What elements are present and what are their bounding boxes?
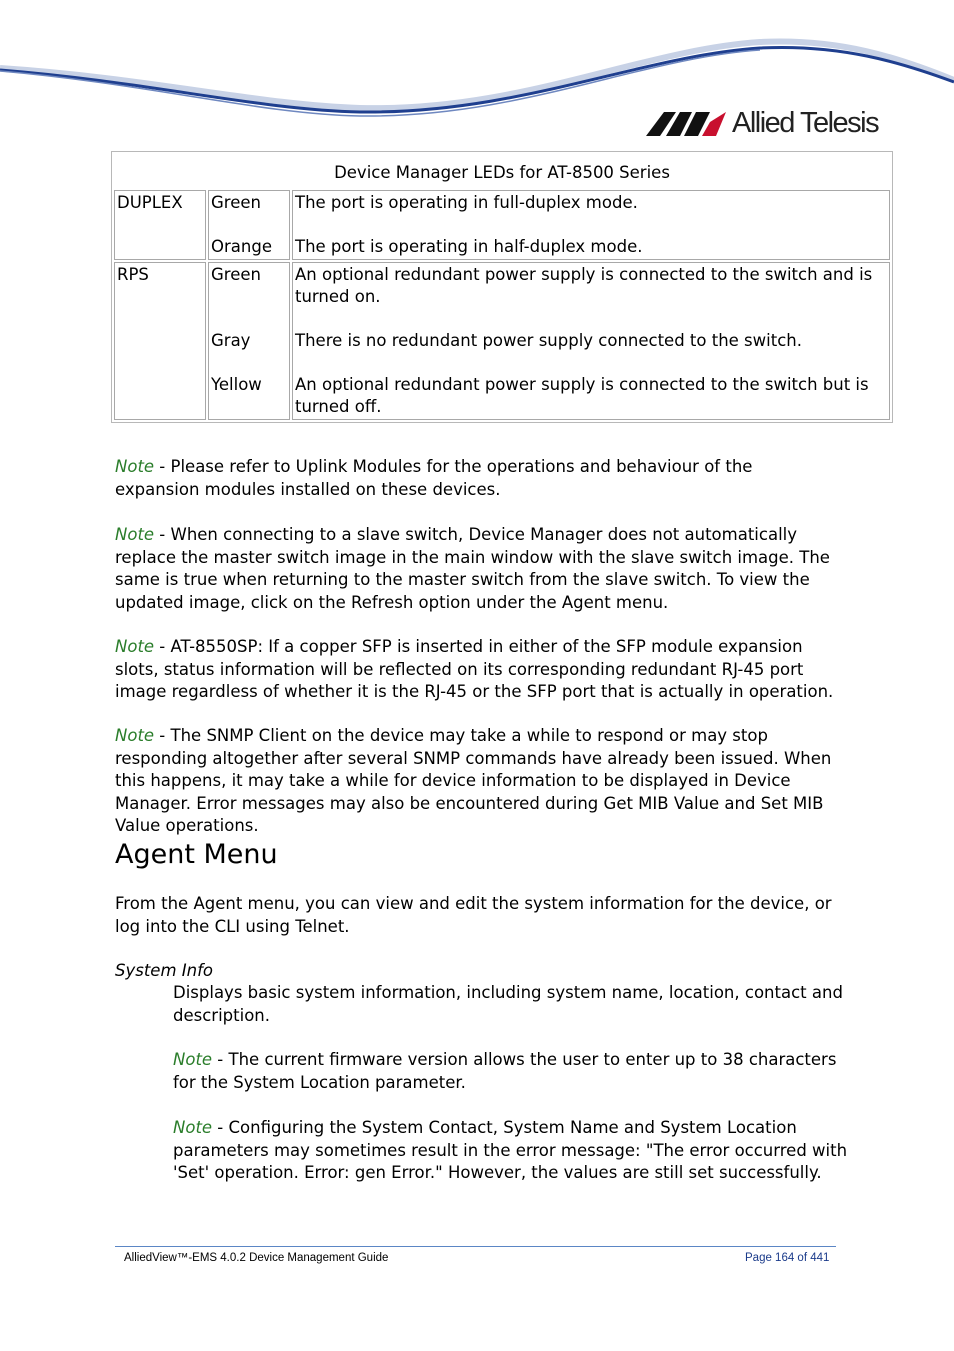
note-block bbox=[115, 1049, 853, 1094]
note-text: - AT-8550SP: If a copper SFP is inserted in either of the SFP module expansion slots, status information will be reflected on its corresponding redundant RJ-45 port image regardless of whether it is the RJ-45 or the SFP port that is actually in operation. bbox=[115, 637, 834, 701]
term-label: System Info bbox=[115, 961, 214, 980]
led-color: Yellow bbox=[211, 375, 262, 394]
note-block bbox=[115, 725, 840, 838]
note-text: - Configuring the System Contact, System Name and System Location parameters may sometimes result in the error message: "The error occurred with 'Set' operation. Error: gen Error." However, the values are still set successfully. bbox=[173, 1118, 848, 1182]
led-description: There is no redundant power supply connected to the switch. bbox=[295, 331, 802, 350]
led-description-cell bbox=[292, 190, 890, 260]
note-label: Note bbox=[173, 1050, 213, 1069]
note-label: Note bbox=[115, 726, 155, 745]
note-paragraph bbox=[115, 636, 840, 704]
led-name-cell: RPS bbox=[114, 262, 206, 420]
footer-page-number: Page 164 of 441 bbox=[745, 1252, 830, 1264]
table-row bbox=[114, 262, 890, 420]
note-text: - Please refer to Uplink Modules for the operations and behaviour of the expansion modules installed on these devices. bbox=[115, 457, 753, 499]
system-info-description bbox=[115, 982, 853, 1027]
led-color-cell bbox=[208, 262, 290, 420]
note-paragraph bbox=[173, 1117, 853, 1185]
footer-divider bbox=[115, 1246, 836, 1247]
allied-telesis-logo bbox=[646, 108, 878, 138]
led-color: Green bbox=[211, 193, 261, 212]
description-text: Displays basic system information, including system name, location, contact and description. bbox=[173, 983, 843, 1025]
note-label: Note bbox=[173, 1118, 213, 1137]
led-description: The port is operating in half-duplex mode. bbox=[295, 237, 643, 256]
note-paragraph bbox=[115, 524, 840, 614]
note-block bbox=[115, 1117, 853, 1185]
section-heading: Agent Menu bbox=[115, 839, 278, 870]
led-color-cell bbox=[208, 190, 290, 260]
note-text: - The SNMP Client on the device may take a while to respond or may stop responding altogether after several SNMP commands have already been issued. When this happens, it may take a while for device information to be displayed in Device Manager. Error messages may also be encountered during Get MIB Value and Set MIB Value operations. bbox=[115, 726, 832, 835]
logo-text: Allied Telesis bbox=[732, 107, 879, 139]
note-paragraph bbox=[115, 456, 840, 501]
note-text: - When connecting to a slave switch, Device Manager does not automatically replace the master switch image in the main window with the slave switch image. The same is true when returning to the master switch from the slave switch. To view the updated image, click on the Refresh option under the Agent menu. bbox=[115, 525, 830, 612]
note-block bbox=[115, 456, 840, 501]
table-row bbox=[114, 190, 890, 260]
led-name-cell: DUPLEX bbox=[114, 190, 206, 260]
note-paragraph bbox=[115, 725, 840, 838]
note-label: Note bbox=[115, 525, 155, 544]
note-paragraph bbox=[173, 1049, 853, 1094]
intro-paragraph bbox=[115, 893, 840, 938]
note-label: Note bbox=[115, 457, 155, 476]
led-color: Orange bbox=[211, 237, 272, 256]
led-description: The port is operating in full-duplex mode. bbox=[295, 193, 638, 212]
led-description: An optional redundant power supply is connected to the switch and is turned on. bbox=[295, 265, 873, 306]
led-description-cell bbox=[292, 262, 890, 420]
footer-doc-title: AlliedView™-EMS 4.0.2 Device Management Guide bbox=[124, 1252, 389, 1264]
system-info-term bbox=[115, 960, 840, 983]
note-label: Note bbox=[115, 637, 155, 656]
note-block bbox=[115, 636, 840, 704]
led-table bbox=[111, 151, 893, 423]
logo-mark-icon bbox=[646, 108, 726, 138]
note-text: - The current firmware version allows the user to enter up to 38 characters for the System Location parameter. bbox=[173, 1050, 837, 1092]
table-caption: Device Manager LEDs for AT-8500 Series bbox=[334, 163, 670, 182]
note-block bbox=[115, 524, 840, 614]
led-description: An optional redundant power supply is connected to the switch but is turned off. bbox=[295, 375, 869, 416]
led-color: Gray bbox=[211, 331, 251, 350]
led-color: Green bbox=[211, 265, 261, 284]
intro-text: From the Agent menu, you can view and edit the system information for the device, or log into the CLI using Telnet. bbox=[115, 894, 832, 936]
